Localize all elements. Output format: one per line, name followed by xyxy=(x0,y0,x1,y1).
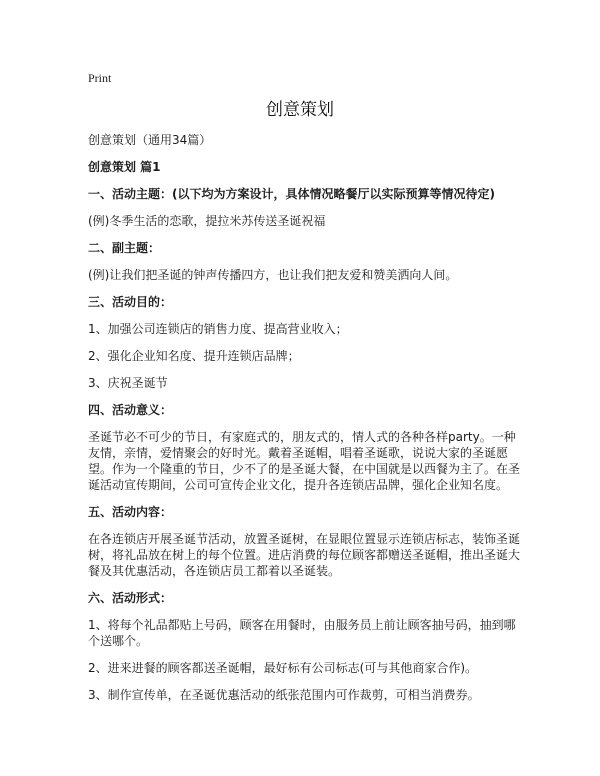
section-text-subtheme: (例)让我们把圣诞的钟声传播四方，也让我们把友爱和赞美洒向人间。 xyxy=(88,268,458,282)
section-heading-subtheme: 二、副主题： xyxy=(88,241,161,255)
form-item: 2、进来进餐的顾客都送圣诞帽，最好标有公司标志(可与其他商家合作)。 xyxy=(88,661,478,675)
section-heading-content: 五、活动内容： xyxy=(88,505,173,519)
section-heading-significance: 四、活动意义： xyxy=(88,403,173,417)
print-label: Print xyxy=(88,71,112,85)
document-title: 创意策划 xyxy=(266,100,334,120)
section-text-theme: (例)冬季生活的恋歌，提拉米苏传送圣诞祝福 xyxy=(88,214,326,228)
purpose-item: 1、加强公司连锁店的销售力度、提高营业收入； xyxy=(88,322,348,336)
document-subtitle: 创意策划（通用34篇） xyxy=(88,133,212,147)
section-heading-purpose: 三、活动目的： xyxy=(88,295,173,309)
purpose-item: 2、强化企业知名度、提升连锁店品牌； xyxy=(88,349,300,363)
form-item: 3、制作宣传单，在圣诞优惠活动的纸张范围内可作裁剪，可相当消费券。 xyxy=(88,688,480,702)
purpose-item: 3、庆祝圣诞节 xyxy=(88,376,168,390)
form-item: 1、将每个礼品都贴上号码，顾客在用餐时，由服务员上前让顾客抽号码，抽到哪个送哪个。 xyxy=(88,618,516,648)
section-text-content: 在各连锁店开展圣诞节活动，放置圣诞树，在显眼位置显示连锁店标志，装饰圣诞树，将礼品放在树上的每个位置。进店消费的每位顾客都赠送圣诞帽，推出圣诞大餐及其优惠活动，各连锁店员工都着以圣诞装。 xyxy=(88,532,521,578)
document-page xyxy=(88,70,522,703)
article-title: 创意策划 篇1 xyxy=(88,160,161,174)
section-text-significance: 圣诞节必不可少的节日，有家庭式的，朋友式的，情人式的各种各样party。一种友情，亲情，爱情聚会的好时光。戴着圣诞帽，唱着圣诞歌，说说大家的圣诞愿望。作为一个隆重的节日，少不了的是圣诞大餐，在中国就是以西餐为主了。在圣诞活动宣传期间，公司可宣传企业文化，提升各连锁店品牌，强化企业知名度。 xyxy=(88,430,521,492)
section-heading-form: 六、活动形式： xyxy=(88,591,173,605)
section-heading-theme: 一、活动主题：(以下均为方案设计，具体情况略餐厅以实际预算等情况待定) xyxy=(88,187,495,201)
